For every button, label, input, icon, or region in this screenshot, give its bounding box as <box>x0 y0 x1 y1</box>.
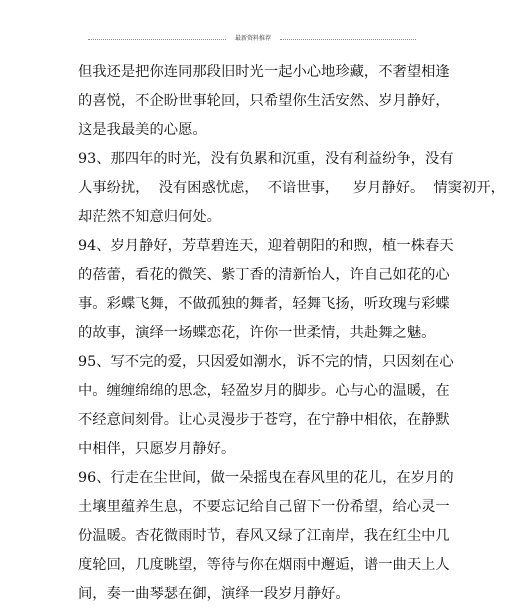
header-title: 最新资料推荐 <box>234 35 271 42</box>
text-line: 这是我最美的心愿。 <box>78 122 207 138</box>
header-dotted-rule-left <box>88 39 226 40</box>
text-line: 93、那四年的时光，没有负累和沉重，没有利益纷争，没有 <box>78 151 454 167</box>
text-line: 份温暖。杏花微雨时节，春风又绿了江南岸，我在红尘中几 <box>78 528 450 544</box>
text-line: 不经意间刻骨。让心灵漫步于苍穹，在宁静中相依，在静默 <box>78 412 450 428</box>
text-line: 的喜悦，不企盼世事轮回，只希望你生活安然、岁月静好， <box>78 93 450 109</box>
text-line: 却茫然不知意归何处。 <box>78 209 221 225</box>
text-line: 94、岁月静好，芳草碧连天，迎着朝阳的和煦，植一株春天 <box>78 238 454 254</box>
text-line: 96、行走在尘世间，做一朵摇曳在春风里的花儿，在岁月的 <box>78 470 454 486</box>
page-header <box>0 0 500 40</box>
text-line: 的故事，演绎一场蝶恋花，许你一世柔情，共赴舞之魅。 <box>78 325 436 341</box>
text-line: 的蓓蕾，看花的微笑、紫丁香的清新怡人，许自己如花的心 <box>78 267 450 283</box>
text-line: 土壤里蕴养生息，不要忘记给自己留下一份希望，给心灵一 <box>78 499 450 515</box>
text-line: 中相伴，只愿岁月静好。 <box>78 441 236 457</box>
text-line: 95、写不完的爱，只因爱如潮水，诉不完的情，只因刻在心 <box>78 354 454 370</box>
text-line: 但我还是把你连同那段旧时光一起小心地珍藏，不奢望相逢 <box>78 64 450 80</box>
text-line: 度轮回，几度眺望，等待与你在烟雨中邂逅，谱一曲天上人 <box>78 557 450 573</box>
text-line: 中。缠缠绵绵的思念，轻盈岁月的脚步。心与心的温暖，在 <box>78 383 450 399</box>
text-line: 间，奏一曲琴瑟在御，演绎一段岁月静好。 <box>78 586 350 602</box>
header-dotted-rule-right <box>280 39 416 40</box>
document-body <box>78 58 505 609</box>
text-line: 人事纷扰， 没有困惑忧虑， 不谙世事， 岁月静好。 情窦初开， <box>78 180 505 196</box>
text-line: 事。彩蝶飞舞，不做孤独的舞者，轻舞飞扬，听玫瑰与彩蝶 <box>78 296 450 312</box>
